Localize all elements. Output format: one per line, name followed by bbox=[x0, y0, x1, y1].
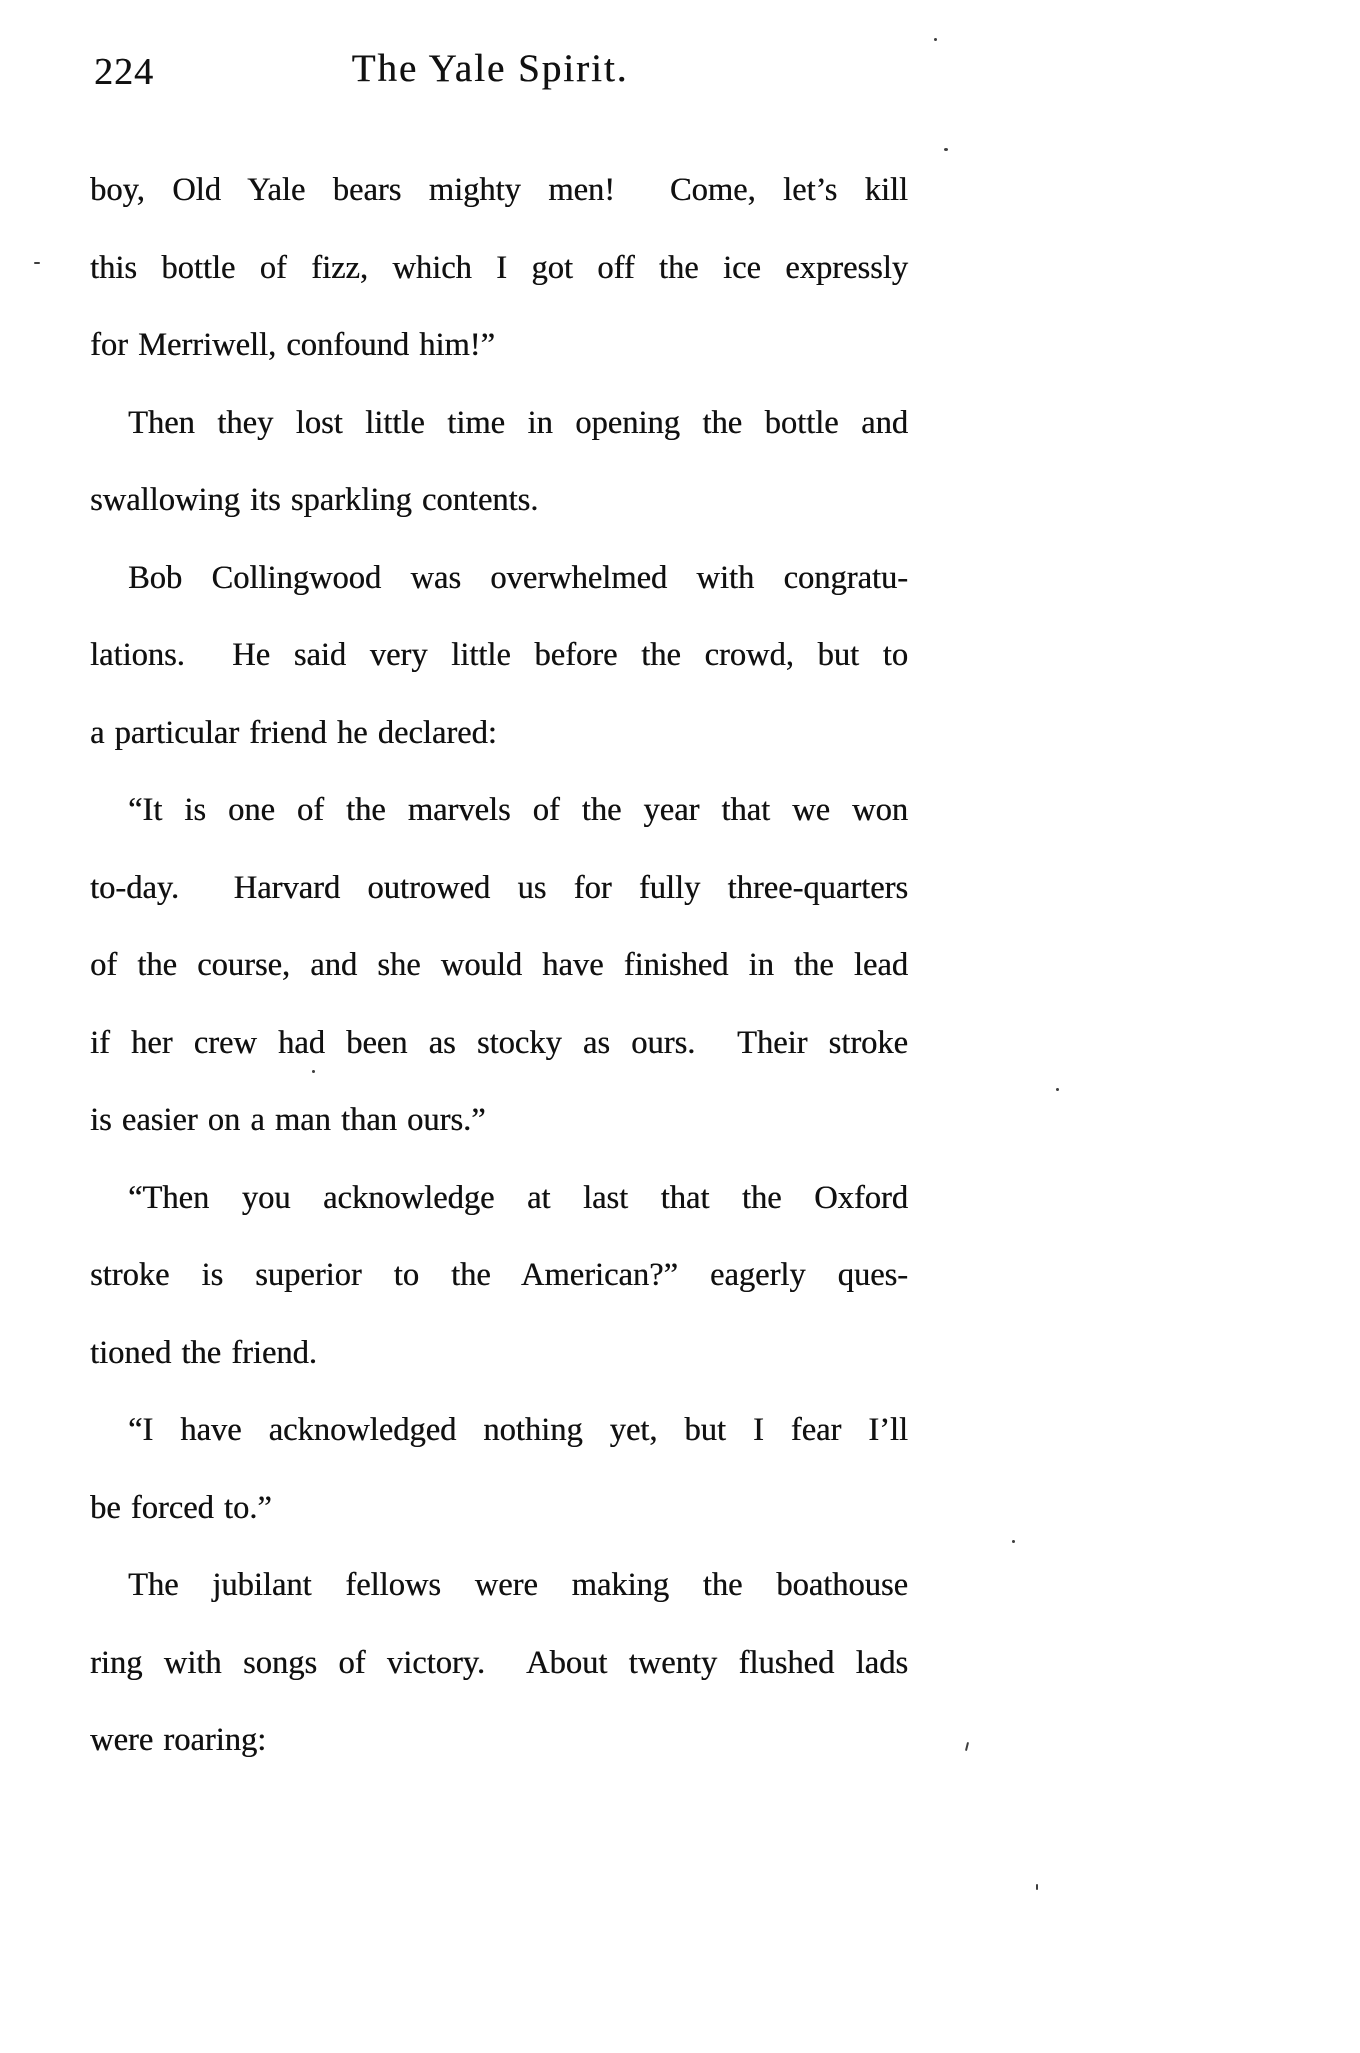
running-title: The Yale Spirit. bbox=[351, 47, 629, 90]
text-line: “I have acknowledged nothing yet, but I fear I’ll bbox=[128, 1412, 908, 1448]
text-line: of the course, and she would have finished in the lead bbox=[90, 947, 908, 983]
text-line: The jubilant fellows were making the boathouse bbox=[128, 1567, 908, 1603]
text-line: to-day. Harvard outrowed us for fully three-quarters bbox=[90, 869, 908, 906]
text-line: lations. He said very little before the crowd, but to bbox=[90, 637, 908, 673]
text-line: is easier on a man than ours.” bbox=[90, 1102, 486, 1138]
page-body-text bbox=[90, 152, 908, 1780]
text-line: ring with songs of victory. About twenty flushed lads bbox=[90, 1644, 908, 1681]
ink-speck bbox=[1036, 1884, 1038, 1890]
text-line: boy, Old Yale bears mighty men! Come, let’s kill bbox=[90, 172, 908, 208]
running-head bbox=[90, 46, 890, 102]
text-line: “It is one of the marvels of the year that we won bbox=[128, 792, 908, 828]
ink-speck bbox=[1012, 1540, 1015, 1543]
ink-speck bbox=[34, 262, 40, 264]
text-line: stroke is superior to the American?” eagerly ques- bbox=[90, 1257, 908, 1293]
page-number: 224 bbox=[94, 51, 154, 93]
text-line: a particular friend he declared: bbox=[90, 714, 497, 751]
text-line: if her crew had been as stocky as ours. Their stroke bbox=[90, 1024, 908, 1061]
text-line: swallowing its sparkling contents. bbox=[90, 482, 539, 518]
text-line: Bob Collingwood was overwhelmed with congratu- bbox=[128, 559, 908, 596]
ink-speck bbox=[934, 38, 937, 41]
text-line: Then they lost little time in opening the bottle and bbox=[128, 404, 908, 441]
ink-speck bbox=[944, 148, 948, 151]
text-line: this bottle of fizz, which I got off the ice expressly bbox=[90, 249, 908, 286]
ink-speck bbox=[1056, 1088, 1059, 1091]
text-line: tioned the friend. bbox=[90, 1334, 317, 1371]
text-line: for Merriwell, confound him!” bbox=[90, 327, 495, 363]
text-line: be forced to.” bbox=[90, 1489, 272, 1526]
ink-speck bbox=[965, 1742, 969, 1751]
ink-speck bbox=[312, 1070, 315, 1073]
text-line: “Then you acknowledge at last that the Oxford bbox=[128, 1179, 908, 1216]
text-line: were roaring: bbox=[90, 1722, 267, 1758]
